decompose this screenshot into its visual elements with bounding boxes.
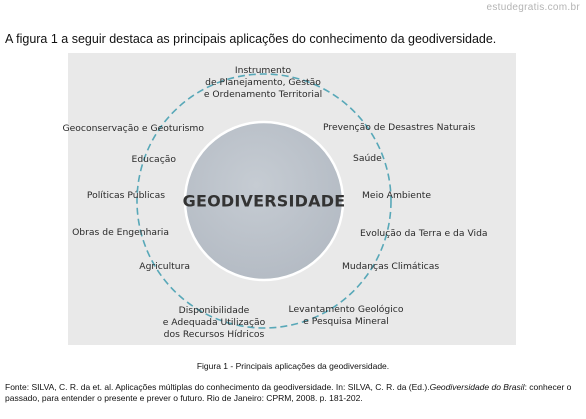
source-text-after: : conhecer o passado, para entender o presente e prever o futuro. Rio de Janeiro: CPRM, 2008. p. 181-202. — [5, 382, 572, 403]
label-levantamento-geologico: Levantamento Geológico e Pesquisa Mineral — [288, 304, 404, 327]
label-disponibilidade-recursos-hidricos: Disponibilidade e Adequada Utilização dos Recursos Hídricos — [162, 305, 266, 340]
label-educacao: Educação — [131, 154, 176, 165]
watermark: estudegratis.com.br — [486, 2, 580, 13]
label-mudancas-climaticas: Mudanças Climáticas — [342, 261, 440, 272]
label-evolucao-terra: Evolução da Terra e da Vida — [360, 228, 488, 239]
label-geoconservacao-geoturismo: Geoconservação e Geoturismo — [62, 123, 204, 134]
intro-paragraph: A figura 1 a seguir destaca as principais aplicações do conhecimento da geodiversidade. — [5, 32, 497, 46]
label-instrumento-planejamento: Instrumento de Planejamento, Gestão e Ordenamento Territorial — [203, 65, 323, 100]
source-book-title: Geodiversidade do Brasil — [429, 382, 525, 392]
label-meio-ambiente: Meio Ambiente — [362, 190, 432, 201]
label-politicas-publicas: Políticas Públicas — [86, 190, 165, 201]
source-citation — [5, 382, 581, 404]
label-prevencao-desastres: Prevenção de Desastres Naturais — [323, 122, 476, 133]
label-saude: Saúde — [353, 153, 382, 164]
label-agricultura: Agricultura — [139, 261, 190, 272]
source-text-before: Fonte: SILVA, C. R. da et. al. Aplicações múltiplas do conhecimento da geodiversidade. In: SILVA, C. R. da (Ed.). — [5, 382, 430, 392]
figure-caption: Figura 1 - Principais aplicações da geodiversidade. — [196, 361, 390, 371]
geodiversity-diagram — [62, 53, 516, 345]
center-title: GEODIVERSIDADE — [182, 191, 346, 211]
label-obras-engenharia: Obras de Engenharia — [72, 227, 169, 238]
